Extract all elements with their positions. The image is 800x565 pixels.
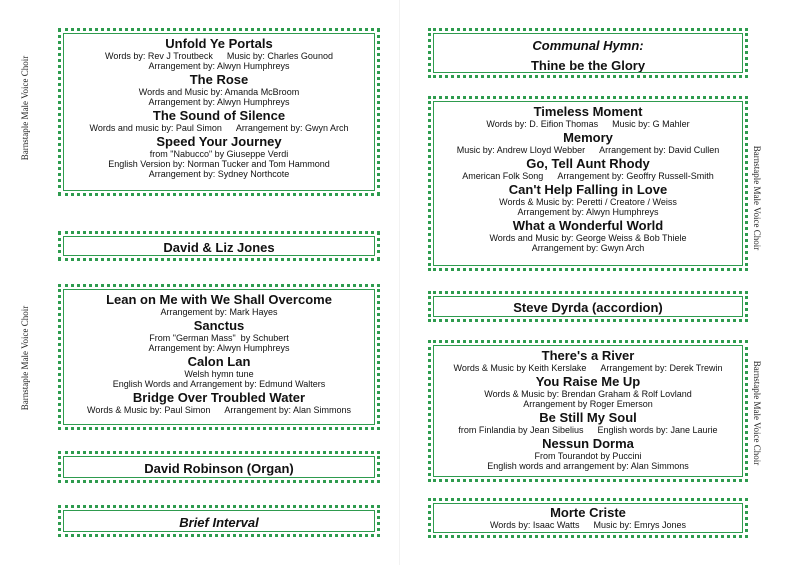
- song-credit-line: [439, 207, 737, 217]
- side-label-left-bottom: Barnstaple Male Voice Choir: [20, 305, 31, 411]
- credit-text: English words by: Jane Laurie: [597, 425, 718, 435]
- credit-text: Music by: Charles Gounod: [226, 51, 333, 61]
- song-title: Be Still My Soul: [539, 410, 637, 425]
- credit-text: Music by: Andrew Lloyd Webber: [456, 145, 586, 155]
- program-box-right-1: [428, 96, 748, 271]
- credit-text: Arrangement by: Alwyn Humphreys: [148, 343, 290, 353]
- program-box-left-1: [58, 28, 380, 196]
- side-label-left-top: Barnstaple Male Voice Choir: [20, 55, 31, 161]
- song-credit-line: [69, 379, 369, 389]
- song-title: Timeless Moment: [533, 104, 643, 119]
- song-credit-line: [439, 233, 737, 243]
- song-credit-line: [439, 119, 737, 129]
- program-box-right-3: [428, 498, 748, 538]
- song-credit-line: [439, 243, 737, 253]
- song-credit-line: [69, 51, 369, 61]
- song-credit-line: [439, 451, 737, 461]
- credit-text: American Folk Song: [462, 171, 544, 181]
- performer-banner-david-liz: [58, 231, 380, 261]
- song-title: Go, Tell Aunt Rhody: [526, 156, 650, 171]
- song-credit-line: [439, 171, 737, 181]
- song-credit-line: [439, 399, 737, 409]
- credit-text: English Words and Arrangement by: Edmund Walters: [112, 379, 326, 389]
- song-title: Sanctus: [193, 318, 245, 333]
- song-title: There's a River: [541, 348, 635, 363]
- credit-text: Arrangement by: Alan Simmons: [224, 405, 351, 415]
- song-credit-line: [439, 461, 737, 471]
- song-credit-line: [439, 425, 737, 435]
- credit-text: Words by: Rev J Troutbeck: [105, 51, 213, 61]
- credit-text: Words & Music by: Paul Simon: [87, 405, 211, 415]
- song-title: Bridge Over Troubled Water: [132, 390, 306, 405]
- credit-text: Arrangement by: Gwyn Arch: [531, 243, 645, 253]
- song-credit-line: [69, 307, 369, 317]
- song-title: Morte Criste: [550, 505, 626, 520]
- song-credit-line: [69, 405, 369, 415]
- credit-text: Arrangement by: Mark Hayes: [160, 307, 278, 317]
- interval-banner: [58, 505, 380, 537]
- song-title: Speed Your Journey: [156, 134, 282, 149]
- hymn-heading: Communal Hymn:: [532, 38, 644, 53]
- song-title: Lean on Me with We Shall Overcome: [106, 292, 332, 307]
- song-credit-line: [439, 145, 737, 155]
- credit-text: Arrangement by: Geoffry Russell-Smith: [557, 171, 714, 181]
- song-title: Nessun Dorma: [542, 436, 634, 451]
- song-credit-line: [69, 343, 369, 353]
- credit-text: from Finlandia by Jean Sibelius: [458, 425, 584, 435]
- song-title: The Sound of Silence: [152, 108, 286, 123]
- credit-text: English words and arrangement by: Alan Simmons: [487, 461, 689, 471]
- program-box-right-2: [428, 340, 748, 482]
- credit-text: Arrangement by: Alwyn Humphreys: [517, 207, 659, 217]
- credit-text: Words and Music by: George Weiss & Bob Thiele: [489, 233, 687, 243]
- song-credit-line: [69, 123, 369, 133]
- credit-text: Music by: G Mahler: [612, 119, 690, 129]
- song-credit-line: [69, 333, 369, 343]
- credit-text: from "Nabucco" by Giuseppe Verdi: [149, 149, 289, 159]
- song-title: Can't Help Falling in Love: [508, 182, 668, 197]
- song-credit-line: [69, 149, 369, 159]
- credit-text: From "German Mass" by Schubert: [149, 333, 289, 343]
- credit-text: Words by: Isaac Watts: [489, 520, 580, 530]
- credit-text: Words and Music by: Amanda McBroom: [138, 87, 300, 97]
- song-credit-line: [69, 61, 369, 71]
- credit-text: Music by: Emrys Jones: [593, 520, 687, 530]
- credit-text: Arrangement by: Sydney Northcote: [148, 169, 290, 179]
- side-label-right-top: Barnstaple Male Voice Choir: [752, 145, 763, 251]
- communal-hymn-box: [428, 28, 748, 78]
- song-title: The Rose: [189, 72, 249, 87]
- song-title: You Raise Me Up: [535, 374, 641, 389]
- song-title: Memory: [563, 130, 613, 145]
- song-credit-line: [439, 520, 737, 530]
- banner-text: Steve Dyrda (accordion): [513, 300, 663, 315]
- song-credit-line: [69, 97, 369, 107]
- hymn-title: Thine be the Glory: [530, 58, 646, 73]
- song-credit-line: [439, 363, 737, 373]
- credit-text: English Version by: Norman Tucker and Tom Hammond: [108, 159, 330, 169]
- song-title: Calon Lan: [187, 354, 251, 369]
- credit-text: Arrangement by: Gwyn Arch: [235, 123, 349, 133]
- credit-text: Words & Music by: Brendan Graham & Rolf Lovland: [484, 389, 692, 399]
- credit-text: Words & Music by: Peretti / Creatore / Weiss: [499, 197, 677, 207]
- banner-text: David Robinson (Organ): [144, 461, 294, 476]
- page-fold: [399, 0, 400, 565]
- song-credit-line: [69, 169, 369, 179]
- credit-text: From Tourandot by Puccini: [534, 451, 642, 461]
- song-title: What a Wonderful World: [512, 218, 664, 233]
- credit-text: Words and music by: Paul Simon: [89, 123, 222, 133]
- credit-text: Words by: D. Eifion Thomas: [486, 119, 599, 129]
- banner-text: Brief Interval: [179, 515, 259, 530]
- song-credit-line: [439, 197, 737, 207]
- credit-text: Words & Music by Keith Kerslake: [453, 363, 587, 373]
- credit-text: Arrangement by: Alwyn Humphreys: [148, 97, 290, 107]
- performer-banner-accordion: [428, 291, 748, 322]
- credit-text: Welsh hymn tune: [184, 369, 254, 379]
- performer-banner-organ: [58, 451, 380, 483]
- side-label-right-bottom: Barnstaple Male Voice Choir: [752, 360, 763, 466]
- song-credit-line: [69, 87, 369, 97]
- song-title: Unfold Ye Portals: [165, 36, 273, 51]
- song-credit-line: [69, 369, 369, 379]
- credit-text: Arrangement by: Derek Trewin: [600, 363, 723, 373]
- credit-text: Arrangement by: Alwyn Humphreys: [148, 61, 290, 71]
- credit-text: Arrangement by: David Cullen: [599, 145, 720, 155]
- credit-text: Arrangement by Roger Emerson: [523, 399, 653, 409]
- song-credit-line: [69, 159, 369, 169]
- song-credit-line: [439, 389, 737, 399]
- banner-text: David & Liz Jones: [163, 240, 275, 255]
- program-box-left-2: [58, 284, 380, 430]
